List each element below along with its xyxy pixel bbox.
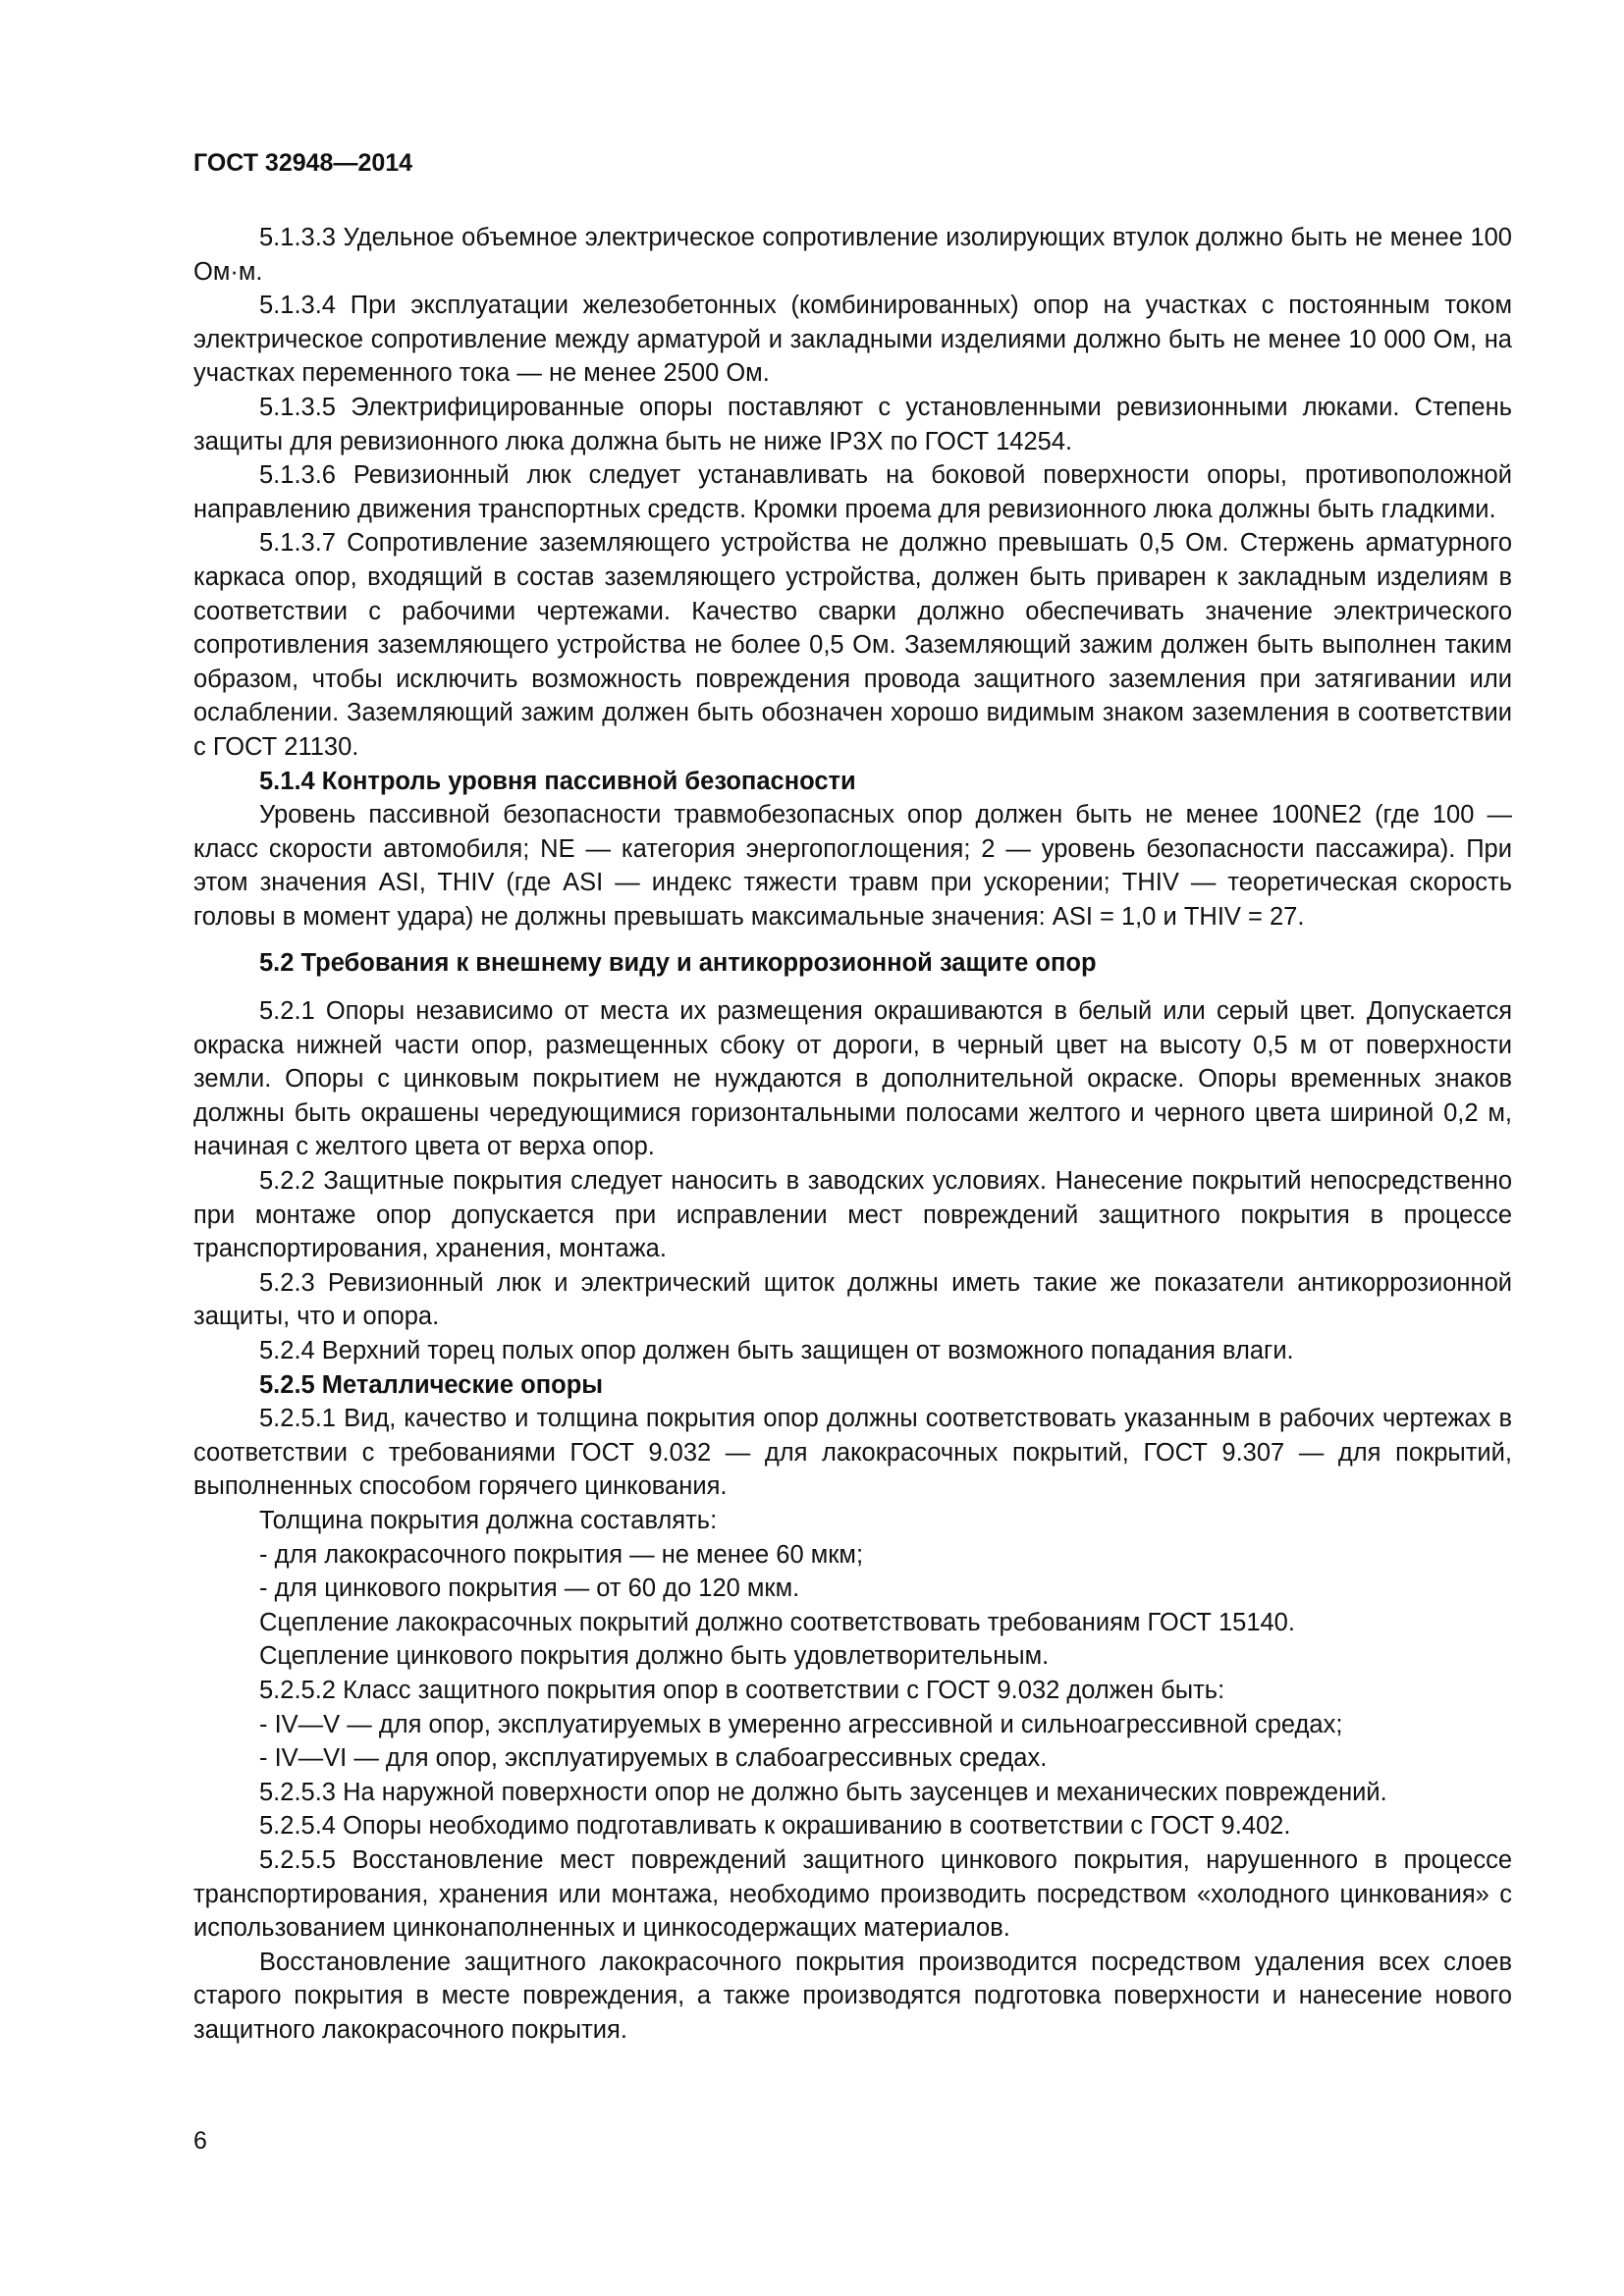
paragraph-5-2-5-5: 5.2.5.5 Восстановление мест повреждений защитного цинкового покрытия, нарушенного в процессе транспортирования, хранения или монтажа, необходимо производить посредством «холодного цинкования» с использованием цинконаполненных и цинкосодержащих материалов. [193, 1845, 1512, 1943]
document-body [193, 221, 1512, 2047]
paragraph-5-1-3-7: 5.1.3.7 Сопротивление заземляющего устройства не должно превышать 0,5 Ом. Стержень арматурного каркаса опор, входящий в состав заземляющего устройства, должен быть приварен к закладным изделиям в соответствии с рабочими чертежами. Качество сварки должно обеспечивать значение электрического сопротивления заземляющего устройства не более 0,5 Ом. Заземляющий зажим должен быть выполнен таким образом, чтобы исключить возможность повреждения провода защитного заземления при затягивании или ослаблении. Заземляющий зажим должен быть обозначен хорошо видимым знаком заземления в соответствии с ГОСТ 21130. [193, 529, 1512, 761]
paragraph-5-2-5-3: 5.2.5.3 На наружной поверхности опор не должно быть заусенцев и механических повреждений. [259, 1778, 1387, 1806]
list-item-paint: - для лакокрасочного покрытия — не менее 60 мкм; [259, 1540, 864, 1569]
paragraph-5-1-3-3: 5.1.3.3 Удельное объемное электрическое сопротивление изолирующих втулок должно быть не менее 100 Ом·м. [193, 224, 1512, 286]
list-item-iv-vi: - IV—VI — для опор, эксплуатируемых в слабоагрессивных средах. [259, 1744, 1048, 1773]
list-item-zinc: - для цинкового покрытия — от 60 до 120 мкм. [259, 1575, 800, 1603]
paragraph-5-2-3: 5.2.3 Ревизионный люк и электрический щиток должны иметь такие же показатели антикоррозионной защиты, что и опора. [193, 1268, 1512, 1331]
paragraph-5-2-4: 5.2.4 Верхний торец полых опор должен быть защищен от возможного попадания влаги. [259, 1337, 1294, 1364]
page-number: 6 [193, 2127, 207, 2155]
paragraph-5-2-5-2: 5.2.5.2 Класс защитного покрытия опор в соответствии с ГОСТ 9.032 должен быть: [259, 1676, 1225, 1704]
paragraph-adhesion-paint: Сцепление лакокрасочных покрытий должно соответствовать требованиям ГОСТ 15140. [259, 1608, 1295, 1636]
paragraph-5-1-3-5: 5.1.3.5 Электрифицированные опоры поставляют с установленными ревизионными люками. Степень защиты для ревизионного люка должна быть не ниже IP3X по ГОСТ 14254. [193, 393, 1512, 455]
paragraph-5-1-3-6: 5.1.3.6 Ревизионный люк следует устанавливать на боковой поверхности опоры, противоположной направлению движения транспортных средств. Кромки проема для ревизионного люка должны быть гладкими. [193, 461, 1512, 523]
list-item-iv-v: - IV—V — для опор, эксплуатируемых в умеренно агрессивной и сильноагрессивной средах; [259, 1710, 1343, 1738]
paragraph-adhesion-zinc: Сцепление цинкового покрытия должно быть удовлетворительным. [259, 1642, 1050, 1671]
heading-5-2: 5.2 Требования к внешнему виду и антикоррозионной защите опор [259, 949, 1097, 978]
paragraph-5-1-3-4: 5.1.3.4 При эксплуатации железобетонных (комбинированных) опор на участках с постоянным током электрическое сопротивление между арматурой и закладными изделиями должно быть не менее 10 000 Ом, на участках переменного тока — не менее 2500 Ом. [193, 292, 1512, 388]
paragraph-5-2-5-4: 5.2.5.4 Опоры необходимо подготавливать к окрашиванию в соответствии с ГОСТ 9.402. [259, 1812, 1291, 1841]
paragraph-5-2-2: 5.2.2 Защитные покрытия следует наносить в заводских условиях. Нанесение покрытий непосредственно при монтаже опор допускается при исправлении мест повреждений защитного покрытия в процессе транспортирования, хранения, монтажа. [193, 1167, 1512, 1263]
paragraph-thickness: Толщина покрытия должна составлять: [259, 1506, 718, 1534]
paragraph-5-2-1: 5.2.1 Опоры независимо от места их размещения окрашиваются в белый или серый цвет. Допускается окраска нижней части опор, размещенных сбоку от дороги, в черный цвет на высоту 0,5 м от поверхности земли. Опоры с цинковым покрытием не нуждаются в дополнительной окраске. Опоры временных знаков должны быть окрашены чередующимися горизонтальными полосами желтого и черного цвета шириной 0,2 м, начиная с желтого цвета от верха опор. [193, 997, 1512, 1161]
document-header: ГОСТ 32948—2014 [193, 149, 413, 177]
heading-5-1-4: 5.1.4 Контроль уровня пассивной безопасности [259, 767, 856, 795]
paragraph-5-1-4: Уровень пассивной безопасности травмобезопасных опор должен быть не менее 100NE2 (где 100 — класс скорости автомобиля; NE — категория энергопоглощения; 2 — уровень безопасности пассажира). При этом значения ASI, THIV (где ASI — индекс тяжести травм при ускорении; THIV — теоретическая скорость головы в момент удара) не должны превышать максимальные значения: ASI = 1,0 и THIV = 27. [193, 801, 1512, 931]
paragraph-5-2-5-1: 5.2.5.1 Вид, качество и толщина покрытия опор должны соответствовать указанным в рабочих чертежах в соответствии с требованиями ГОСТ 9.032 — для лакокрасочных покрытий, ГОСТ 9.307 — для покрытий, выполненных способом горячего цинкования. [193, 1405, 1512, 1501]
heading-5-2-5: 5.2.5 Металлические опоры [259, 1370, 604, 1399]
paragraph-restore: Восстановление защитного лакокрасочного покрытия производится посредством удаления всех слоев старого покрытия в месте повреждения, а также производятся подготовка поверхности и нанесение нового защитного лакокрасочного покрытия. [193, 1948, 1512, 2044]
